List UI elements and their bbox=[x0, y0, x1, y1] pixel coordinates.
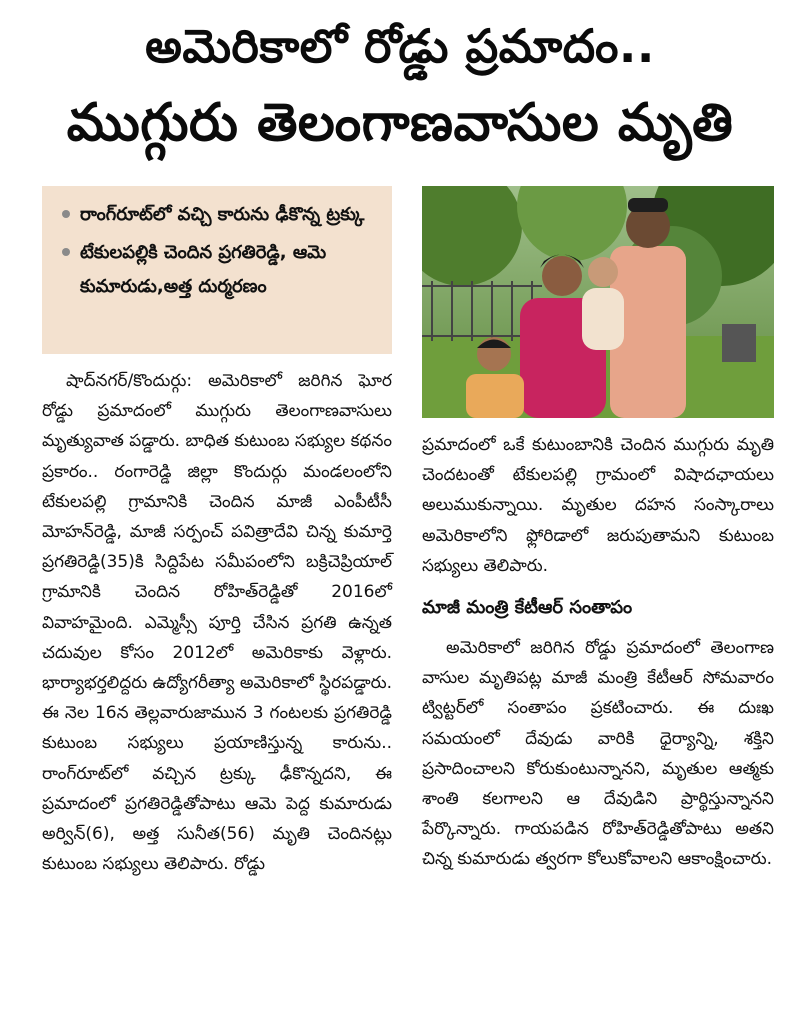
article-column-right bbox=[422, 430, 774, 875]
highlight-text: టేకులపల్లికి చెందిన ప్రగతిరెడ్డి, ఆమె కుమారుడు,అత్త దుర్మరణం bbox=[80, 242, 327, 297]
bullet-icon bbox=[62, 210, 70, 218]
highlight-item bbox=[62, 198, 378, 232]
subheading: మాజీ మంత్రి కేటీఆర్ సంతాపం bbox=[422, 597, 633, 619]
headline-line-1: అమెరికాలో రోడ్డు ప్రమాదం.. bbox=[145, 19, 655, 73]
family-photo-image bbox=[422, 186, 774, 418]
article-column-left bbox=[42, 366, 392, 879]
highlight-item bbox=[62, 236, 378, 304]
highlights-box bbox=[42, 186, 392, 354]
article-paragraph: ప్రమాదంలో ఒకే కుటుంబానికి చెందిన ముగ్గురు మృతి చెందటంతో టేకులపల్లి గ్రామంలో విషాదఛాయలు అలుముకున్నాయి. మృతుల దహన సంస్కారాలు అమెరికాలోని ఫ్లోరిడాలో జరుపుతామని కుటుంబ సభ్యులు తెలిపారు. bbox=[422, 435, 774, 576]
highlight-text: రాంగ్‌రూట్‌లో వచ్చి కారును ఢీకొన్న ట్రక్కు bbox=[80, 204, 365, 225]
bullet-icon bbox=[62, 248, 70, 256]
article-paragraph: షాద్‌నగర్/కొందుర్గు: అమెరికాలో జరిగిన ఘోర రోడ్డు ప్రమాదంలో ముగ్గురు తెలంగాణవాసులు మృత్యువాత పడ్డారు. బాధిత కుటుంబ సభ్యుల కథనం ప్రకారం.. రంగారెడ్డి జిల్లా కొందుర్గు మండలంలోని టేకులపల్లి గ్రామానికి చెందిన మాజీ ఎంపీటీసీ మోహన్‌రెడ్డి, మాజీ సర్పంచ్ పవిత్రాదేవి చిన్న కుమార్తె ప్రగతిరెడ్డి(35)కి సిద్దిపేట సమీపంలోని బక్రిచెప్రియాల్ గ్రామానికి చెందిన రోహిత్‌రెడ్డితో 2016లో వివాహమైంది. ఎమ్మెస్సీ పూర్తి చేసిన ప్రగతి ఉన్నత చదువుల కోసం 2012లో అమెరికాకు వెళ్లారు. భార్యాభర్తలిద్దరు ఉద్యోగరీత్యా అమెరికాలో స్థిరపడ్డారు. ఈ నెల 16న తెల్లవారుజామున 3 గంటలకు ప్రగతిరెడ్డి కుటుంబ సభ్యులు ప్రయాణిస్తున్న కారును.. రాంగ్‌రూట్‌లో వచ్చిన ట్రక్కు ఢీకొన్నదని, ఈ ప్రమాదంలో ప్రగతిరెడ్డితోపాటు ఆమె పెద్ద కుమారుడు అర్విన్(6), అత్త సునీత(56) మృతి చెందినట్లు కుటుంబ సభ్యులు తెలిపారు. రోడ్డు bbox=[42, 371, 392, 875]
family-photo bbox=[422, 186, 774, 418]
article-paragraph: అమెరికాలో జరిగిన రోడ్డు ప్రమాదంలో తెలంగాణ వాసుల మృతిపట్ల మాజీ మంత్రి కేటీఆర్ సోమవారం ట్విట్టర్‌లో సంతాపం ప్రకటించారు. ఈ దుఃఖ సమయంలో దేవుడు వారికి ధైర్యాన్ని, శక్తిని ప్రసాదించాలని కోరుకుంటున్నానని, మృతుల ఆత్మకు శాంతి కలగాలని ఆ దేవుడిని ప్రార్థిస్తున్నానని పేర్కొన్నారు. గాయపడిన రోహిత్‌రెడ్డితోపాటు అతని చిన్న కుమారుడు త్వరగా కోలుకోవాలని ఆకాంక్షించారు. bbox=[422, 638, 774, 870]
headline-line-2: ముగ్గురు తెలంగాణవాసుల మృతి bbox=[66, 93, 734, 153]
